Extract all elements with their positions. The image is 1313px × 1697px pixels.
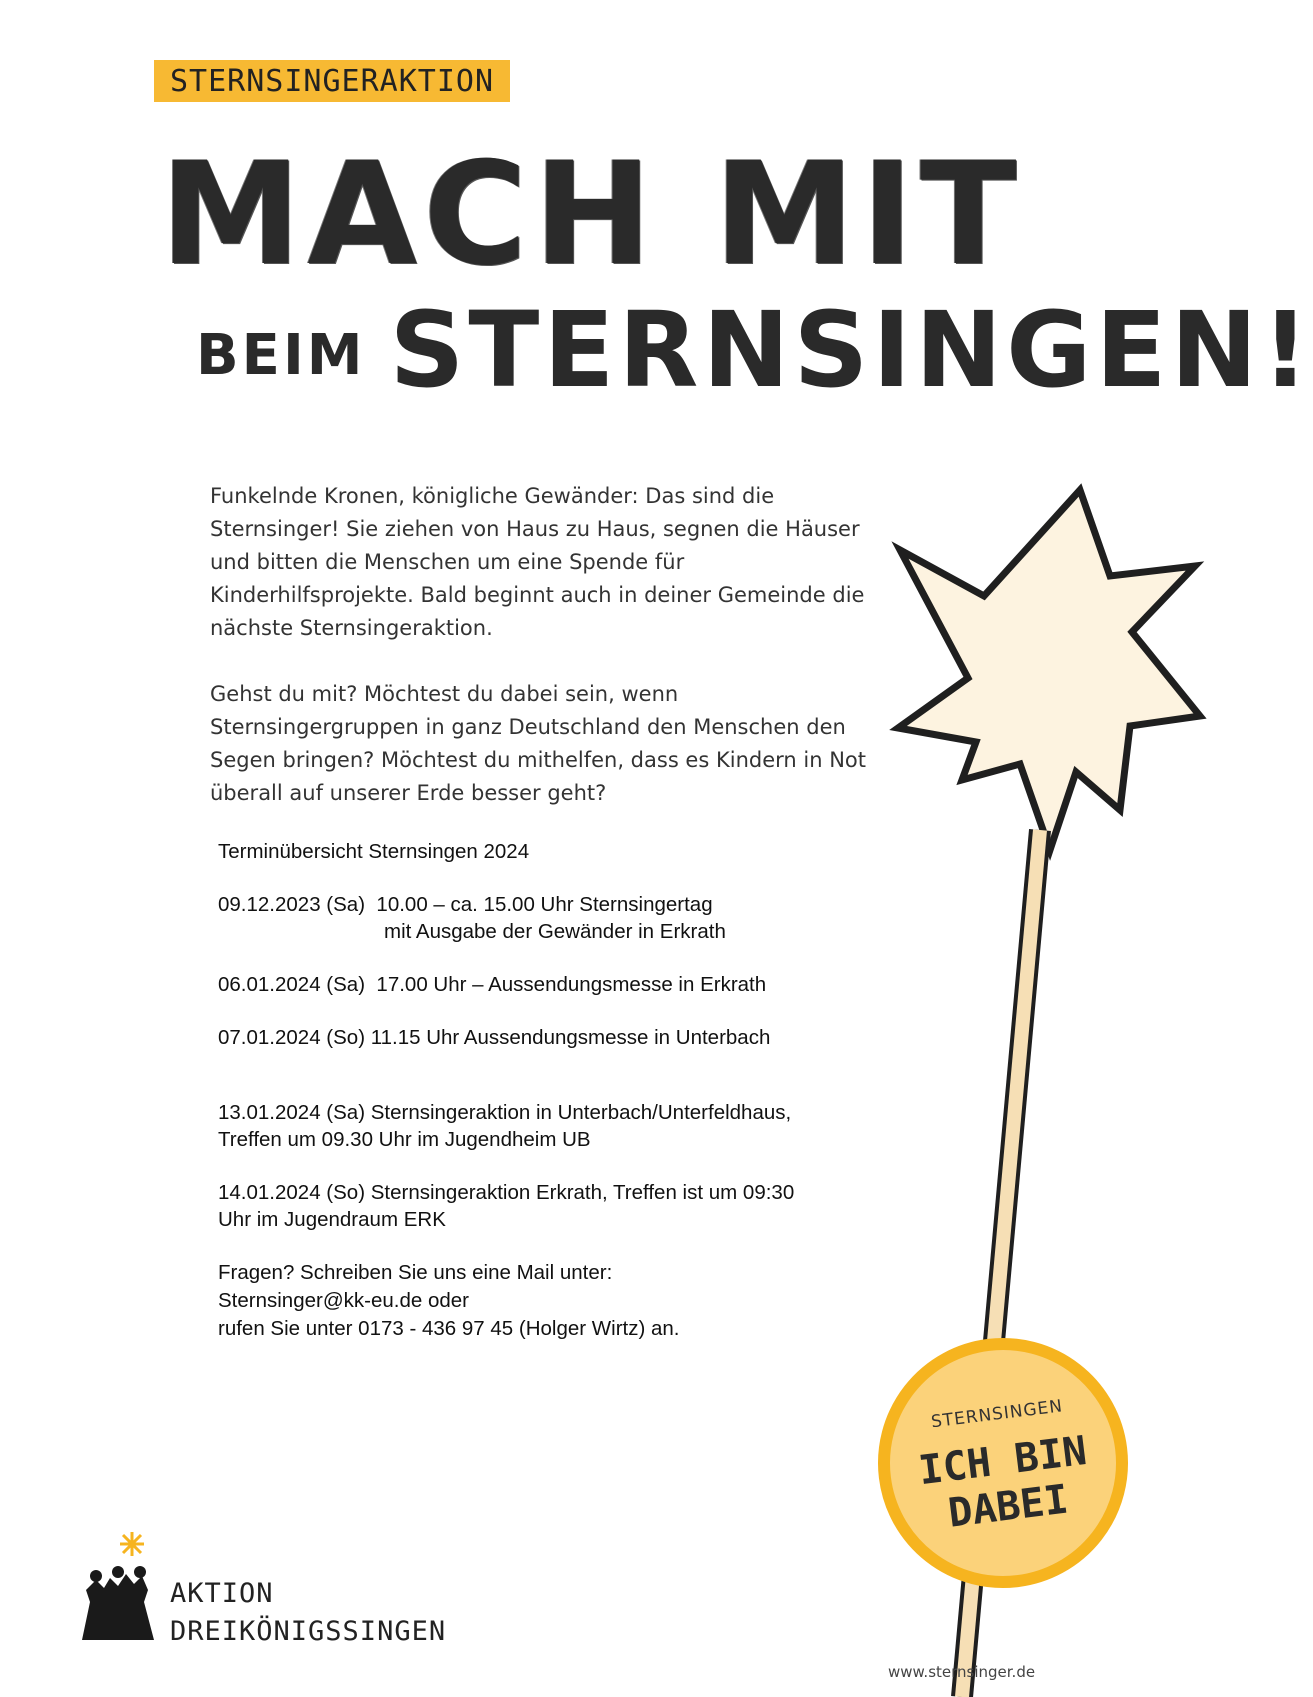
intro-paragraph-1: Funkelnde Kronen, königliche Gewänder: Das sind die Sternsinger! Sie ziehen von Haus zu Haus, segnen die Häuser und bitten die Menschen um eine Spende für Kinderhilfsprojekte. Bald beginnt auch in deiner Gemeinde die nächste Sternsingeraktion. xyxy=(210,484,865,640)
badge-line-2: DABEI xyxy=(945,1476,1071,1537)
campaign-tag: STERNSINGERAKTION xyxy=(154,60,510,102)
entry-text: 17.00 Uhr – Aussendungsmesse in Erkrath xyxy=(376,973,767,996)
entry-line: Uhr im Jugendraum ERK xyxy=(218,1208,446,1231)
entry-line: Treffen um 09.30 Uhr im Jugendheim UB xyxy=(218,1128,591,1151)
headline-sternsingen: STERNSINGEN! xyxy=(389,289,1313,411)
schedule-entry-4 xyxy=(218,1099,878,1153)
entry-text-cont: mit Ausgabe der Gewänder in Erkrath xyxy=(384,920,726,943)
entry-date: 06.01.2024 (Sa) xyxy=(218,973,377,996)
intro-text xyxy=(210,480,880,843)
schedule-entry-3 xyxy=(218,1024,878,1051)
three-kings-logo-icon xyxy=(70,1530,170,1650)
entry-date: 09.12.2023 (Sa) xyxy=(218,893,377,916)
entry-line: 13.01.2024 (Sa) Sternsingeraktion in Unterbach/Unterfeldhaus, xyxy=(218,1101,792,1124)
badge-line-1: ICH BIN xyxy=(916,1427,1090,1495)
intro-paragraph-2: Gehst du mit? Möchtest du dabei sein, wenn Sternsingergruppen in ganz Deutschland den Menschen den Segen bringen? Möchtest du mithelfen, dass es Kindern in Not überall auf unserer Erde besser geht? xyxy=(210,682,866,805)
contact-info xyxy=(218,1259,878,1343)
schedule xyxy=(218,838,878,1343)
schedule-entry-1 xyxy=(218,891,878,945)
contact-email[interactable]: Sternsinger@kk-eu.de oder xyxy=(218,1289,469,1312)
schedule-title: Terminübersicht Sternsingen 2024 xyxy=(218,840,530,863)
badge-main-text xyxy=(888,1424,1124,1543)
contact-line: Fragen? Schreiben Sie uns eine Mail unter: xyxy=(218,1261,613,1284)
logo-line-1: AKTION xyxy=(170,1578,274,1609)
schedule-entry-2 xyxy=(218,971,878,998)
headline-beim: BEIM xyxy=(196,323,366,388)
schedule-entry-5 xyxy=(218,1179,878,1233)
star-fill xyxy=(898,490,1200,850)
headline-line2 xyxy=(196,290,1313,410)
entry-text: 10.00 – ca. 15.00 Uhr Sternsingertag xyxy=(376,893,713,916)
contact-phone: rufen Sie unter 0173 - 436 97 45 (Holger Wirtz) an. xyxy=(218,1317,680,1340)
badge-top-text: STERNSINGEN xyxy=(929,1396,1065,1433)
headline-mach-mit: MACH MIT xyxy=(160,132,1023,297)
entry-line: 14.01.2024 (So) Sternsingeraktion Erkrath, Treffen ist um 09:30 xyxy=(218,1181,795,1204)
website-url[interactable]: www.sternsinger.de xyxy=(888,1663,1036,1681)
logo-text xyxy=(170,1575,446,1651)
entry-date: 07.01.2024 (So) xyxy=(218,1026,371,1049)
entry-text: 11.15 Uhr Aussendungsmesse in Unterbach xyxy=(370,1026,771,1049)
logo-line-2: DREIKÖNIGSSINGEN xyxy=(170,1616,447,1647)
